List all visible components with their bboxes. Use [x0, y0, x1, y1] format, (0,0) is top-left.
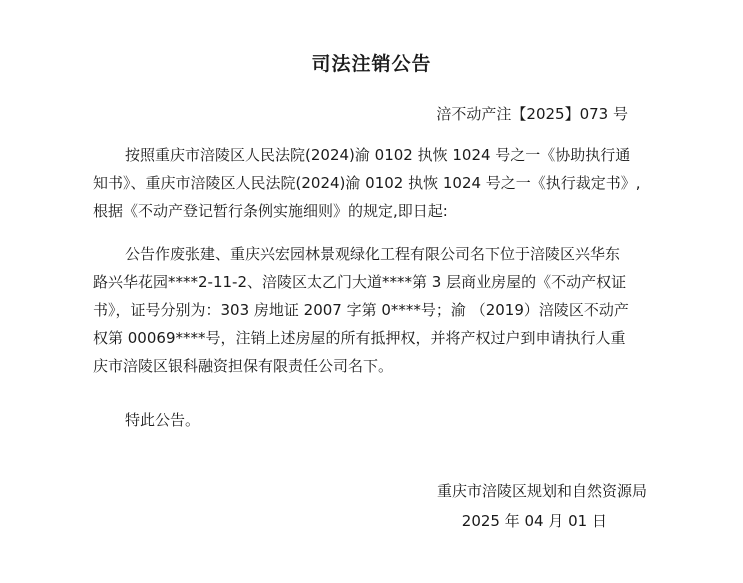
- paragraph-line: 根据《不动产登记暂行条例实施细则》的规定,即日起:: [93, 202, 448, 220]
- notice-closing: [93, 406, 653, 434]
- issuing-authority: 重庆市涪陵区规划和自然资源局: [436, 482, 647, 500]
- paragraph-line: 书》，证号分别为：303 房地证 2007 字第 0****号；渝 （2019）涪陵区不动产: [93, 301, 629, 319]
- closing-line: 特此公告。: [125, 411, 201, 429]
- notice-title: 司法注销公告: [311, 53, 432, 75]
- paragraph-line: 按照重庆市涪陵区人民法院(2024)渝 0102 执恢 1024 号之一《协助执行通: [125, 146, 631, 164]
- paragraph-line: 庆市涪陵区银科融资担保有限责任公司名下。: [93, 357, 394, 375]
- notice-paragraph-content: [93, 240, 653, 380]
- paragraph-line: 路兴华花园****2-11-2、涪陵区太乙门大道****第 3 层商业房屋的《不动产权证: [93, 273, 627, 291]
- paragraph-line: 公告作废张建、重庆兴宏园林景观绿化工程有限公司名下位于涪陵区兴华东: [125, 245, 621, 263]
- paragraph-line: 权第 00069****号，注销上述房屋的所有抵押权，并将产权过户到申请执行人重: [93, 329, 626, 347]
- notice-paragraph-basis: [93, 141, 653, 225]
- paragraph-line: 知书》、重庆市涪陵区人民法院(2024)渝 0102 执恢 1024 号之一《执行裁定书》,: [93, 174, 641, 192]
- issue-date: 2025 年 04 月 01 日: [461, 512, 607, 530]
- document-number: 涪不动产注【2025】073 号: [436, 105, 628, 123]
